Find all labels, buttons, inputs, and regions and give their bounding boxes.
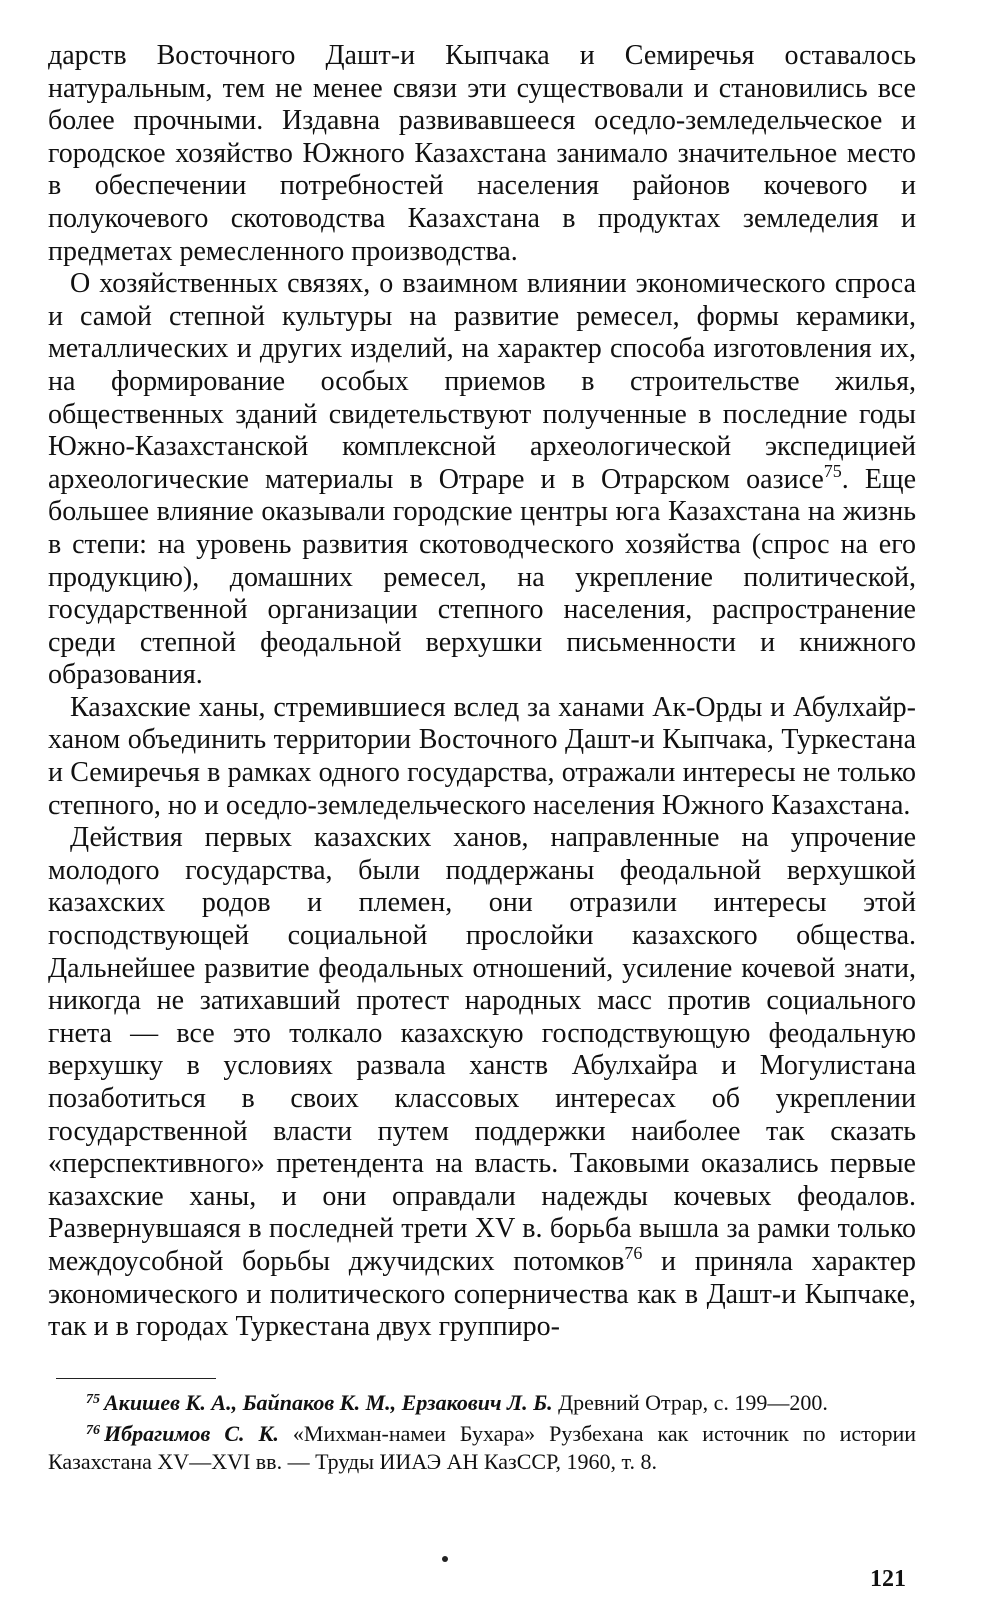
paragraph-4-text-a: Действия первых казахских ханов, направленные на упрочение молодого государства, были поддержаны феодальной верхушкой казахских родов и племен, они отразили интересы этой господствующей социальной прослойки казахского общества. Дальнейшее развитие феодальных отношений, усиление кочевой знати, никогда не затихавший протест народных масс против социального гнета — все это толкало казахскую господствующую феодальную верхушку в условиях развала ханств Абулхайра и Могулистана позаботиться в своих классовых интересах об укреплении государственной власти путем поддержки наиболее так сказать «перспективного» претендента на власть. Таковыми оказались первые казахские ханы, и они оправдали надежды кочевых феодалов. Развернувшаяся в последней трети XV в. борьба вышла за рамки только междоусобной борьбы джучидских потомков xyxy=(48,822,916,1277)
page-body xyxy=(48,40,916,1344)
paragraph-4 xyxy=(48,822,916,1344)
printer-dot-mark xyxy=(442,1556,448,1562)
page-number: 121 xyxy=(870,1566,906,1592)
footnote-number: 75 xyxy=(86,1392,100,1407)
footnote-number: 76 xyxy=(86,1423,100,1438)
footnote-authors: Ибрагимов С. К. xyxy=(104,1421,279,1446)
footnote-76 xyxy=(48,1417,916,1476)
paragraph-1 xyxy=(48,40,916,268)
footnote-ref-75[interactable]: 75 xyxy=(823,460,842,481)
paragraph-1-text: дарств Восточного Дашт-и Кыпчака и Семиречья оставалось натуральным, тем не менее связи эти существовали и становились все более прочными. Издавна развивавшееся оседло-земледельческое и городское хозяйство Южного Казахстана занимало значительное место в обеспечении потребностей населения районов кочевого и полукочевого скотоводства Казахстана в продуктах земледелия и предметах ремесленного производства. xyxy=(48,40,916,267)
paragraph-2-text-a: О хозяйственных связях, о взаимном влиянии экономического спроса и самой степной культуры на развитие ремесел, формы керамики, металлических и других изделий, на характер способа изготовления их, на формирование особых приемов в строительстве жилья, общественных зданий свидетельствуют полученные в последние годы Южно-Казахстанской комплексной археологической экспедицией археологические материалы в Отраре и в Отрарском оазисе xyxy=(48,268,916,495)
footnote-divider xyxy=(56,1378,216,1379)
footnote-ref-76[interactable]: 76 xyxy=(624,1242,643,1263)
footnote-text: Древний Отрар, с. 199—200. xyxy=(552,1390,828,1415)
footnote-authors: Акишев К. А., Байпаков К. М., Ерзакович Л. Б. xyxy=(104,1390,553,1415)
footnotes xyxy=(48,1386,916,1476)
paragraph-2 xyxy=(48,268,916,692)
paragraph-2-text-b: . Еще большее влияние оказывали городские центры юга Казахстана на жизнь в степи: на уровень развития скотоводческого хозяйства (спрос на его продукцию), домашних ремесел, на укрепление политической, государственной организации степного населения, распространение среди степной феодальной верхушки письменности и книжного образования. xyxy=(48,463,917,691)
paragraph-4-text-b: и приняла характер экономического и политического соперничества как в Дашт-и Кыпчаке, так и в городах Туркестана двух группиро- xyxy=(48,1245,916,1343)
paragraph-3-text: Казахские ханы, стремившиеся вслед за ханами Ак-Орды и Абулхайр-ханом объединить территории Восточного Дашт-и Кыпчака, Туркестана и Семиречья в рамках одного государства, отражали интересы не только степного, но и оседло-земледельческого населения Южного Казахстана. xyxy=(48,691,916,821)
paragraph-3 xyxy=(48,692,916,822)
footnote-text: «Михман-намеи Бухара» Рузбехана как источник по истории Казахстана XV—XVI вв. — Труды ИИАЭ АН КазССР, 1960, т. 8. xyxy=(48,1421,916,1474)
footnote-75 xyxy=(48,1386,916,1417)
